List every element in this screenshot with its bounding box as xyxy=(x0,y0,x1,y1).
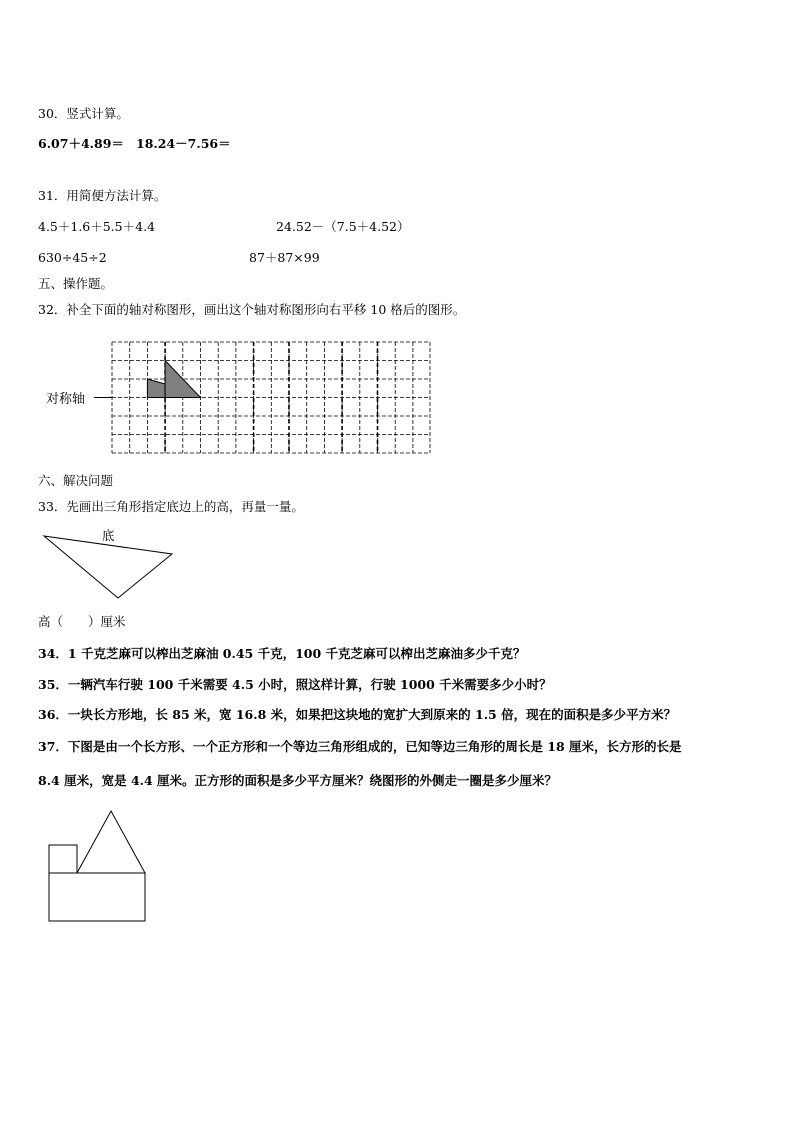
q31-expr-1: 4.5＋1.6＋5.5＋4.4 xyxy=(38,219,156,234)
q31-expr-3: 630÷45÷2 xyxy=(38,250,107,265)
q30-expr-2: 18.24－7.56＝ xyxy=(136,136,231,151)
q33-answer-line: 高（ ）厘米 xyxy=(38,614,126,629)
q37-line-2: 8.4 厘米，宽是 4.4 厘米。正方形的面积是多少平方厘米？绕图形的外侧走一圈是多少厘米？ xyxy=(38,773,558,788)
q32-axis-label: 对称轴 xyxy=(46,392,86,407)
q31-expr-4: 87＋87×99 xyxy=(249,250,320,265)
q33-title: 33．先画出三角形指定底边上的高，再量一量。 xyxy=(38,499,304,514)
q34-text: 34．1 千克芝麻可以榨出芝麻油 0.45 千克，100 千克芝麻可以榨出芝麻油多少千克？ xyxy=(38,646,526,661)
q36-text: 36．一块长方形地，长 85 米，宽 16.8 米，如果把这块地的宽扩大到原来的 1.5 倍，现在的面积是多少平方米？ xyxy=(38,707,677,722)
rectangle-shape xyxy=(49,873,145,921)
q33-base-label: 底 xyxy=(102,528,115,543)
q32-grid-figure xyxy=(104,338,434,458)
half-flag-shape xyxy=(147,379,165,398)
q30-title: 30．竖式计算。 xyxy=(38,106,129,121)
q33-triangle-figure xyxy=(40,532,180,602)
section-five-heading: 五、操作题。 xyxy=(38,276,114,291)
q31-expr-2: 24.52－（7.5＋4.52） xyxy=(276,219,410,234)
q37-composite-figure xyxy=(46,808,156,928)
q35-text: 35．一辆汽车行驶 100 千米需要 4.5 小时，照这样计算，行驶 1000 千米需要多少小时？ xyxy=(38,677,552,692)
square-shape xyxy=(49,845,77,873)
section-six-heading: 六、解决问题 xyxy=(38,473,114,488)
q32-title: 32．补全下面的轴对称图形，画出这个轴对称图形向右平移 10 格后的图形。 xyxy=(38,302,466,317)
equilateral-triangle-shape xyxy=(77,811,145,873)
q30-expr-1: 6.07＋4.89＝ xyxy=(38,136,124,151)
q37-line-1: 37．下图是由一个长方形、一个正方形和一个等边三角形组成的，已知等边三角形的周长是 18 厘米，长方形的长是 xyxy=(38,739,682,754)
q31-title: 31．用简便方法计算。 xyxy=(38,188,167,203)
